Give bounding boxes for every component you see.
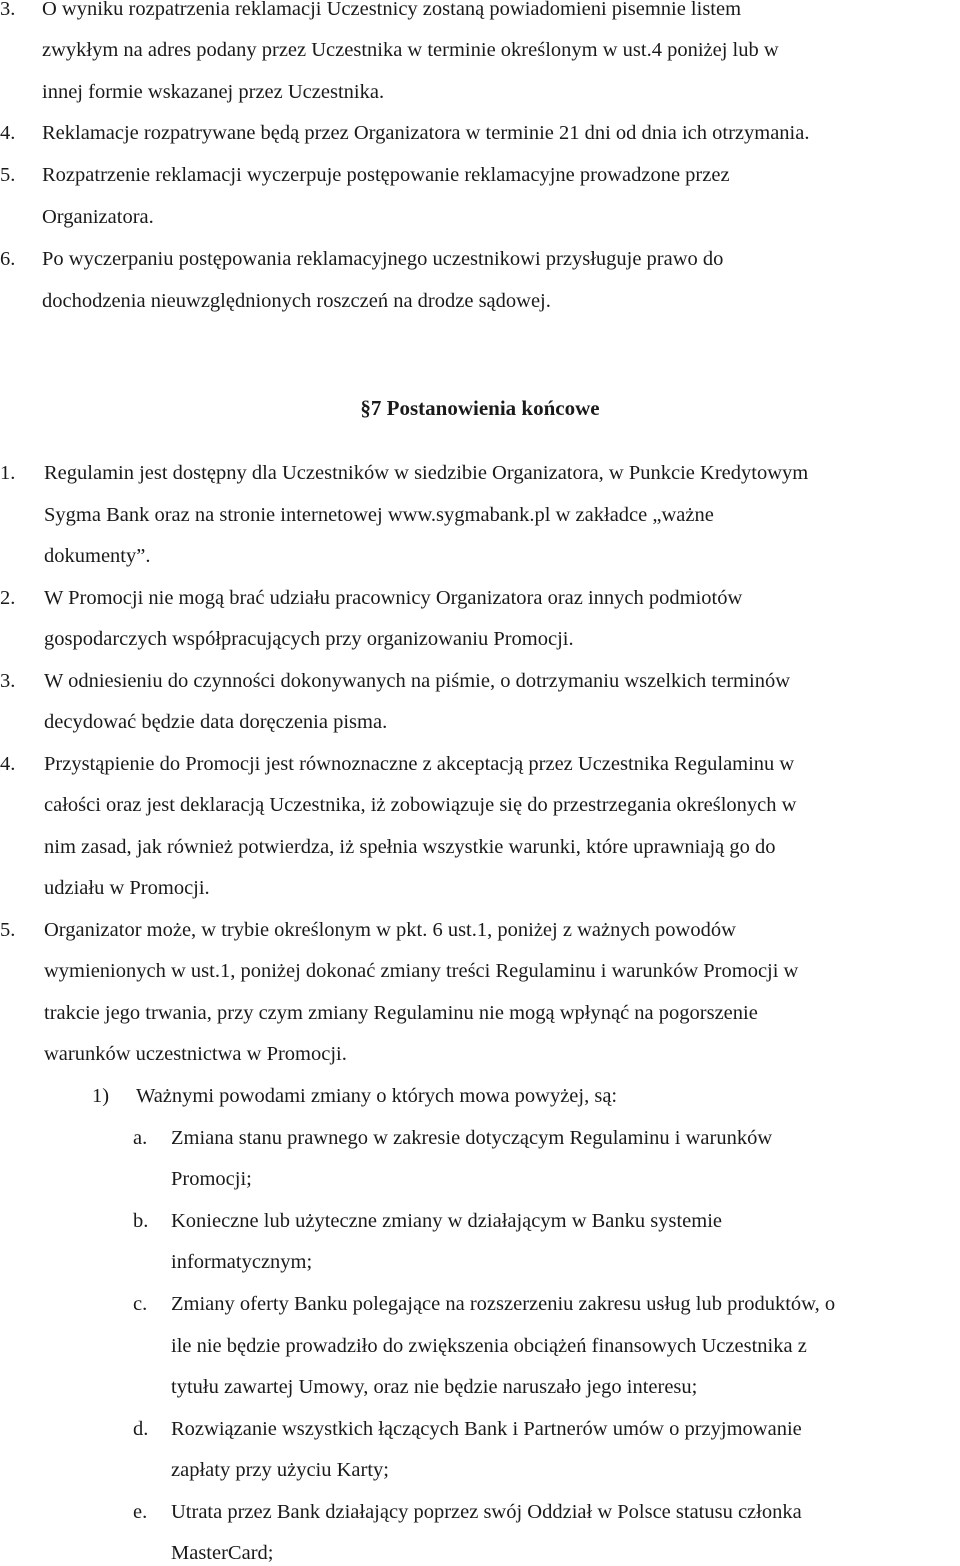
item-number: 1. [0,462,16,484]
item-text-line: Rozpatrzenie reklamacji wyczerpuje postępowanie reklamacyjne prowadzone przez [42,164,730,186]
item-number: 2. [0,587,16,609]
subitem-text: Ważnymi powodami zmiany o których mowa powyżej, są: [136,1085,618,1107]
letter-item-text-line: Rozwiązanie wszystkich łączących Bank i Partnerów umów o przyjmowanie [171,1418,802,1440]
item-text-line: Organizator może, w trybie określonym w pkt. 6 ust.1, poniżej z ważnych powodów [44,919,736,941]
letter-item-text-line: ile nie będzie prowadziło do zwiększenia obciążeń finansowych Uczestnika z [171,1335,807,1357]
item-text-line: Regulamin jest dostępny dla Uczestników w siedzibie Organizatora, w Punkcie Kredytowym [44,462,809,484]
item-text-line: nim zasad, jak również potwierdza, iż spełnia wszystkie warunki, które uprawniają go do [44,836,776,858]
item-number: 4. [0,122,16,144]
letter-item-text-line: Konieczne lub użyteczne zmiany w działającym w Banku systemie [171,1210,723,1232]
item-text-line: O wyniku rozpatrzenia reklamacji Uczestnicy zostaną powiadomieni pisemnie listem [42,0,742,20]
item-text-line: gospodarczych współpracujących przy organizowaniu Promocji. [44,628,574,650]
letter-item-marker: a. [133,1127,148,1149]
item-text-line: innej formie wskazanej przez Uczestnika. [42,81,385,103]
item-text-line: Po wyczerpaniu postępowania reklamacyjnego uczestnikowi przysługuje prawo do [42,248,724,270]
letter-item-text-line: Utrata przez Bank działający poprzez swój Oddział w Polsce statusu członka [171,1501,802,1523]
letter-item-text-line: Promocji; [171,1168,252,1190]
item-text-line: dochodzenia nieuwzględnionych roszczeń na drodze sądowej. [42,290,551,312]
letter-item-marker: d. [133,1418,149,1440]
item-text-line: Reklamacje rozpatrywane będą przez Organizatora w terminie 21 dni od dnia ich otrzymania. [42,122,810,144]
letter-item-text-line: MasterCard; [171,1542,274,1564]
letter-item-text-line: tytułu zawartej Umowy, oraz nie będzie naruszało jego interesu; [171,1376,698,1398]
item-text-line: zwykłym na adres podany przez Uczestnika w terminie określonym w ust.4 poniżej lub w [42,39,779,61]
letter-item-marker: e. [133,1501,148,1523]
item-number: 6. [0,248,16,270]
letter-item-text-line: Zmiana stanu prawnego w zakresie dotyczącym Regulaminu i warunków [171,1127,773,1149]
item-text-line: wymienionych w ust.1, poniżej dokonać zmiany treści Regulaminu i warunków Promocji w [44,960,799,982]
letter-item-text-line: Zmiany oferty Banku polegające na rozszerzeniu zakresu usług lub produktów, o [171,1293,836,1315]
item-text-line: całości oraz jest deklaracją Uczestnika, iż zobowiązuje się do przestrzegania określonych w [44,794,797,816]
item-number: 5. [0,164,16,186]
item-text-line: W odniesieniu do czynności dokonywanych na piśmie, o dotrzymaniu wszelkich terminów [44,670,790,692]
item-number: 3. [0,670,16,692]
item-number: 3. [0,0,16,20]
item-text-line: Przystąpienie do Promocji jest równoznaczne z akceptacją przez Uczestnika Regulaminu w [44,753,795,775]
item-text-line: trakcie jego trwania, przy czym zmiany Regulaminu nie mogą wpłynąć na pogorszenie [44,1002,758,1024]
item-number: 5. [0,919,16,941]
item-text-line: W Promocji nie mogą brać udziału pracownicy Organizatora oraz innych podmiotów [44,587,743,609]
item-text-line: Organizatora. [42,206,154,228]
letter-item-text-line: informatycznym; [171,1251,313,1273]
section-heading: §7 Postanowienia końcowe [360,396,600,420]
letter-item-text-line: zapłaty przy użyciu Karty; [171,1459,390,1481]
item-text-line: decydować będzie data doręczenia pisma. [44,711,388,733]
letter-item-marker: b. [133,1210,149,1232]
item-number: 4. [0,753,16,775]
letter-item-marker: c. [133,1293,148,1315]
item-text-line: Sygma Bank oraz na stronie internetowej www.sygmabank.pl w zakładce „ważne [44,504,714,526]
item-text-line: warunków uczestnictwa w Promocji. [44,1043,347,1065]
subitem-number: 1) [92,1085,110,1107]
item-text-line: dokumenty”. [44,545,151,567]
item-text-line: udziału w Promocji. [44,877,210,899]
